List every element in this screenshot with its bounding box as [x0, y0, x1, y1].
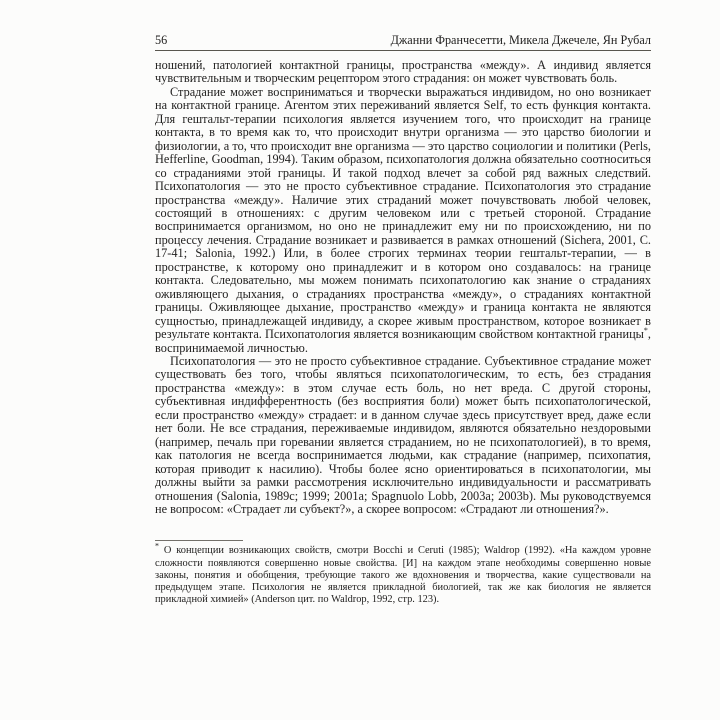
page-header — [155, 33, 651, 51]
footnote-separator — [155, 540, 243, 541]
body-text — [155, 59, 651, 516]
running-title: Джанни Франчесетти, Микела Джечеле, Ян Рубал — [390, 33, 651, 47]
paragraph-suffering-text-a: Страдание может восприниматься и творчески выражаться индивидом, но оно возникает на контактной границе. Агентом этих переживаний является Self, то есть функция контакта. Для гештальт-терапии психология является изучением того, что происходит на границе контакта, в то время как то, что происходит внутри организма — это царство биологии и физиологии, а то, что происходит вне организма — это царство социологии и политики (Perls, Hefferline, Goodman, 1994). Таким образом, психопатология должна обязательно соотноситься со страданиями этой границы. И такой подход влечет за собой ряд важных следствий. Психопатология — это не просто субъективное страдание. Психопатология это страдание пространства «между». Наличие этих страданий может почувствовать любой человек, состоящий в отношениях: с другим человеком или с третьей стороной. Страдание воспринимается организмом, но оно не принадлежит ему ни по происхождению, ни по процессу лечения. Страдание возникает и развивается в рамках отношений (Sichera, 2001, С. 17-41; Salonia, 1992.) Или, в более строгих терминах теории гештальт-терапии, — в пространстве, к которому оно принадлежит и в котором оно создавалось: на границе контакта. Следовательно, мы можем понимать психопатологию как знание о страданиях оживляющего дыхания, о страданиях пространства «между», о страданиях контактной границы. Оживляющее дыхание, пространство «между» и граница контакта не являются сущностью, принадлежащей индивиду, а скорее живым пространством, которое возникает в результате контакта. Психопатология является возникающим свойством контактной границы — [155, 84, 651, 342]
footnote-text — [155, 541, 651, 606]
paragraph-continuation: ношений, патологией контактной границы, пространства «между». А индивид является чувствительным и творческим рецептором этого страдания: он может чувствовать боль. — [155, 58, 651, 86]
paragraph-psychopathology: Психопатология — это не просто субъективное страдание. Субъективное страдание может существовать без того, чтобы являться психопатологическим, то есть, без страдания пространства «между»: в этом случае есть боль, но нет вреда. С другой стороны, субъективная индифферентность (без восприятия боли) может быть психопатологической, если пространство «между» страдает: и в данном случае здесь присутствует вред, даже если нет боли. Не все страдания, переживаемые индивидом, являются обязательно нездоровыми (например, печаль при горевании является страданием, но не психопатологией), в то время, как патология не всегда воспринимается людьми, как страдание (например, психопатия, которая приводит к насилию). Чтобы более ясно ориентироваться в психопатологии, мы должны выйти за рамки рассмотрения исключительно индивидуальности и рассматривать отношения (Salonia, 1989c; 1999; 2001a; Spagnuolo Lobb, 2003a; 2003b). Мы руководствуемся не вопросом: «Страдает ли субъект?», а скорее вопросом: «Страдают ли отношения?». — [155, 353, 651, 516]
footnote-marker: * — [155, 541, 159, 551]
page-number: 56 — [155, 33, 168, 47]
page-content — [155, 33, 651, 606]
paragraph-suffering-text-b: , воспринимаемой личностью. — [155, 327, 651, 355]
paragraph-suffering — [155, 86, 651, 355]
footnote-block — [155, 540, 651, 606]
footnote-marker-reference: * — [643, 325, 648, 335]
footnote-body: О концепции возникающих свойств, смотри Bocchi и Ceruti (1985); Waldrop (1992). «На каждом уровне сложности появляются совершенно новые свойства. [И] на каждом этапе необходимы совершенно новые законы, понятия и обобщения, требующие такого же вдохновения и творчества, какие существовали на предыдущем этапе. Психология не является прикладной биологией, так же как биология не является прикладной химией» (Anderson цит. по Waldrop, 1992, стр. 123). — [155, 545, 651, 606]
